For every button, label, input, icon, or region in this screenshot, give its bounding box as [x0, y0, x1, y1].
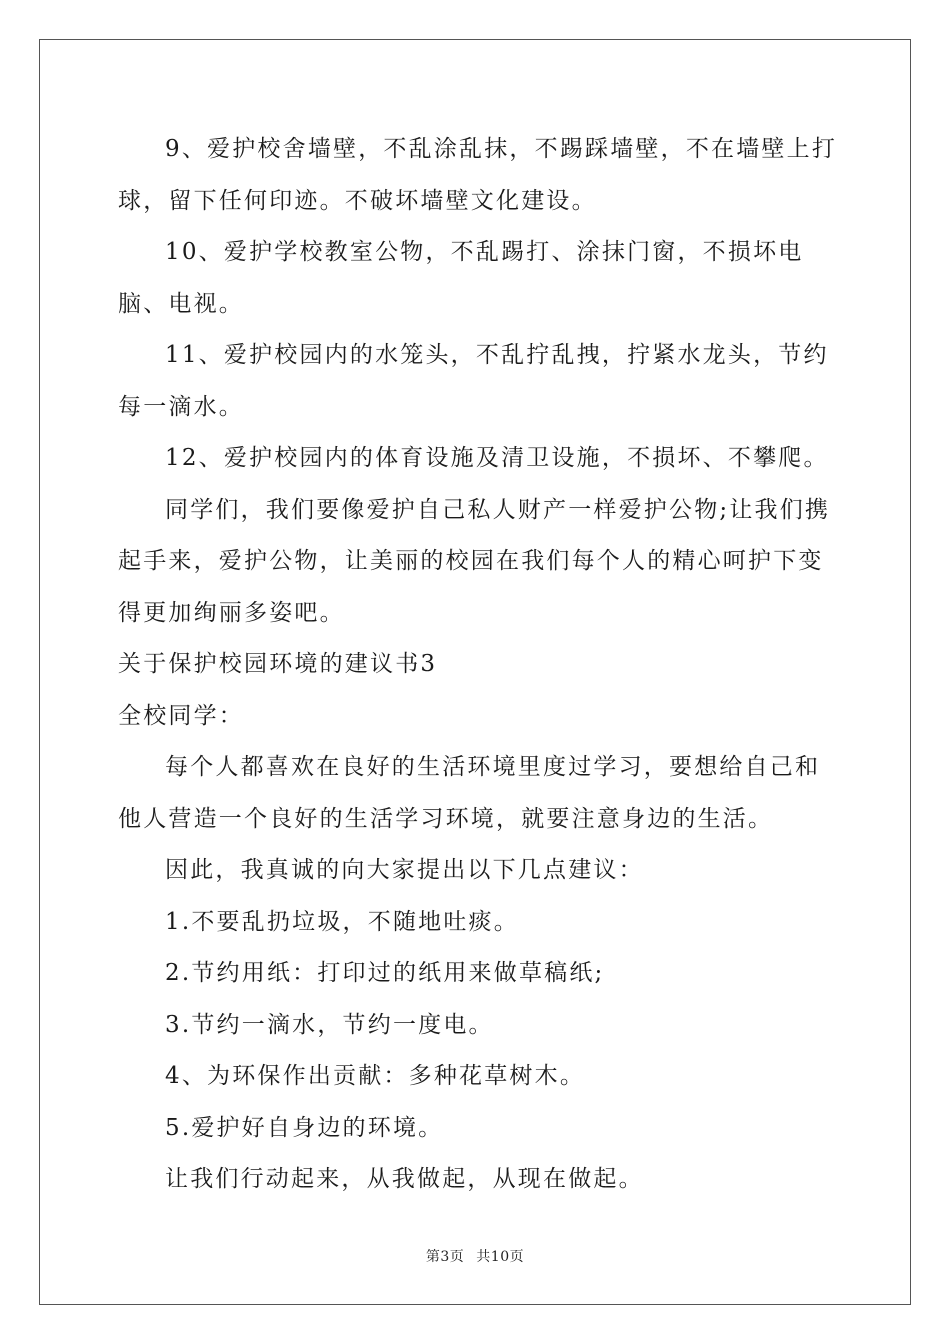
salutation: 全校同学：	[118, 702, 244, 729]
page-total: 共10页	[476, 1249, 525, 1265]
paragraph-item-10: 10、爱护学校教室公物，不乱踢打、涂抹门窗，不损坏电脑、电视。	[118, 239, 804, 317]
body-lead-in: 因此，我真诚的向大家提出以下几点建议：	[165, 857, 644, 883]
suggestion-5: 5.爱护好自身边的环境。	[165, 1114, 444, 1141]
paragraph-appeal: 同学们，我们要像爱护自己私人财产一样爱护公物;让我们携起手来，爱护公物，让美丽的校园在我们每个人的精心呵护下变得更加绚丽多姿吧。	[118, 496, 831, 626]
closing-call: 让我们行动起来，从我做起，从现在做起。	[165, 1166, 644, 1192]
page-number: 第3页	[425, 1249, 465, 1265]
suggestion-2: 2.节约用纸：打印过的纸用来做草稿纸;	[165, 960, 605, 986]
page-footer	[0, 1246, 950, 1266]
suggestion-3: 3.节约一滴水，节约一度电。	[165, 1011, 494, 1038]
body-intro: 每个人都喜欢在良好的生活环境里度过学习，要想给自己和他人营造一个良好的生活学习环境，就要注意身边的生活。	[118, 754, 821, 832]
paragraph-item-11: 11、爱护校园内的水笼头，不乱拧乱拽，拧紧水龙头，节约每一滴水。	[118, 342, 829, 420]
suggestion-1: 1.不要乱扔垃圾，不随地吐痰。	[165, 908, 519, 935]
suggestion-4: 4、为环保作出贡献：多种花草树木。	[165, 1063, 586, 1089]
paragraph-item-12: 12、爱护校园内的体育设施及清卫设施，不损坏、不攀爬。	[165, 445, 829, 471]
paragraph-item-9: 9、爱护校舍墙壁，不乱涂乱抹，不踢踩墙壁，不在墙壁上打球，留下任何印迹。不破坏墙壁文化建设。	[118, 136, 838, 214]
section-title: 关于保护校园环境的建议书3	[118, 651, 438, 677]
document-content	[118, 124, 838, 1206]
